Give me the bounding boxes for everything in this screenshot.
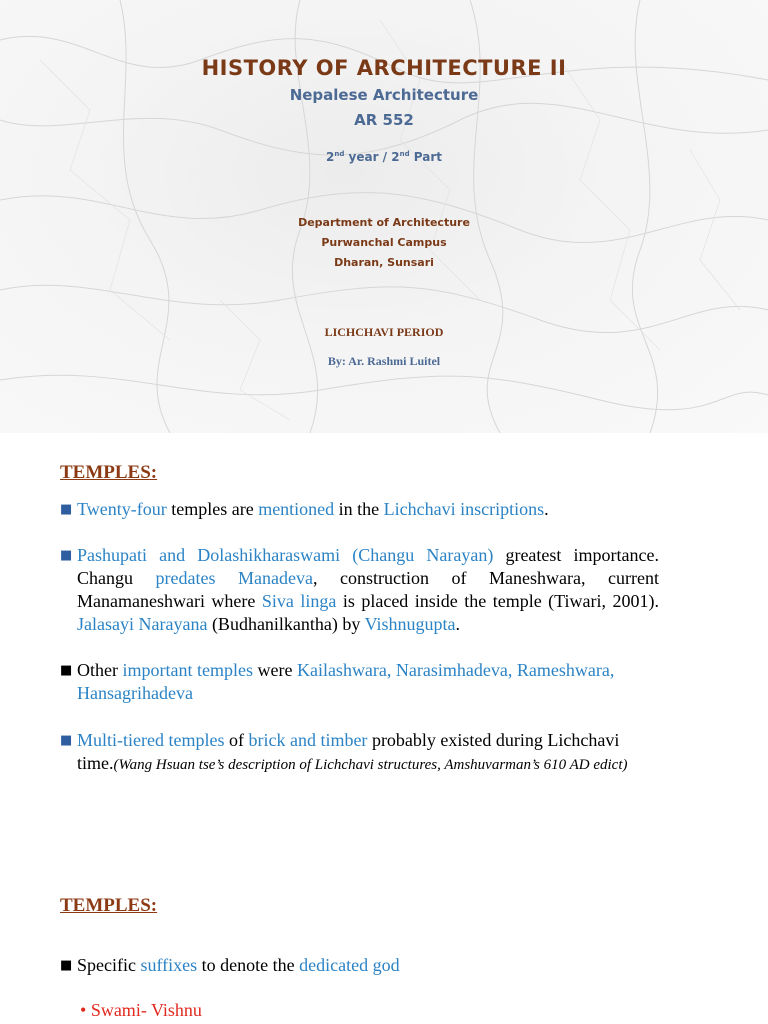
campus-location: Dharan, Sunsari: [334, 256, 434, 269]
bullet-item: [60, 659, 659, 705]
bullet-item: [60, 954, 659, 977]
period-title: LICHCHAVI PERIOD: [324, 325, 444, 339]
bullet-item: [60, 544, 659, 636]
bullet-text: Multi-tiered temples of brick and timber probably existed during Lichchavi time.(Wang Hsuan tse’s description of Lichchavi structures, Amshuvarman’s 610 AD edict): [77, 730, 628, 773]
year-part: 2nd year / 2nd Part: [325, 150, 442, 164]
author-line: By: Ar. Rashmi Luitel: [327, 354, 441, 368]
bullet-marker: ■: [60, 663, 73, 678]
section-heading: TEMPLES:: [60, 895, 158, 916]
bullet-item: [60, 498, 659, 521]
bullet-text: Twenty-four temples are mentioned in the Lichchavi inscriptions.: [77, 499, 549, 519]
course-subtitle: Nepalese Architecture: [289, 86, 479, 104]
bullet-text: Other important temples were Kailashwara, Narasimhadeva, Rameshwara, Hansagrihadeva: [77, 660, 615, 703]
bullet-marker: ■: [60, 733, 73, 748]
sub-bullet-item: • Swami- Vishnu: [80, 1000, 202, 1020]
cover-slide: [0, 0, 768, 433]
course-title: HISTORY OF ARCHITECTURE II: [201, 56, 567, 80]
bullet-text: Specific suffixes to denote the dedicated god: [77, 955, 400, 975]
bullet-marker: ■: [60, 958, 73, 973]
department-name: Department of Architecture: [298, 216, 470, 229]
bullet-item: [60, 729, 659, 777]
campus-name: Purwanchal Campus: [321, 236, 447, 249]
department-block: [0, 213, 768, 273]
citation: (Wang Hsuan tse’s description of Lichchavi structures, Amshuvarman’s 610 AD edict): [113, 757, 628, 773]
bullet-text: Pashupati and Dolashikharaswami (Changu Narayan) greatest importance. Changu predates Manadeva, construction of Maneshwara, current Manamaneshwari where Siva linga is placed inside the temple (Tiwari, 2001). Jalasayi Narayana (Budhanilkantha) by Vishnugupta.: [77, 545, 660, 634]
sub-bullet-text: Swami- Vishnu: [90, 1000, 202, 1020]
section-heading: TEMPLES:: [60, 462, 158, 483]
bullet-marker: ■: [60, 502, 73, 517]
course-code: AR 552: [354, 111, 414, 129]
bullet-marker: ■: [60, 548, 73, 563]
